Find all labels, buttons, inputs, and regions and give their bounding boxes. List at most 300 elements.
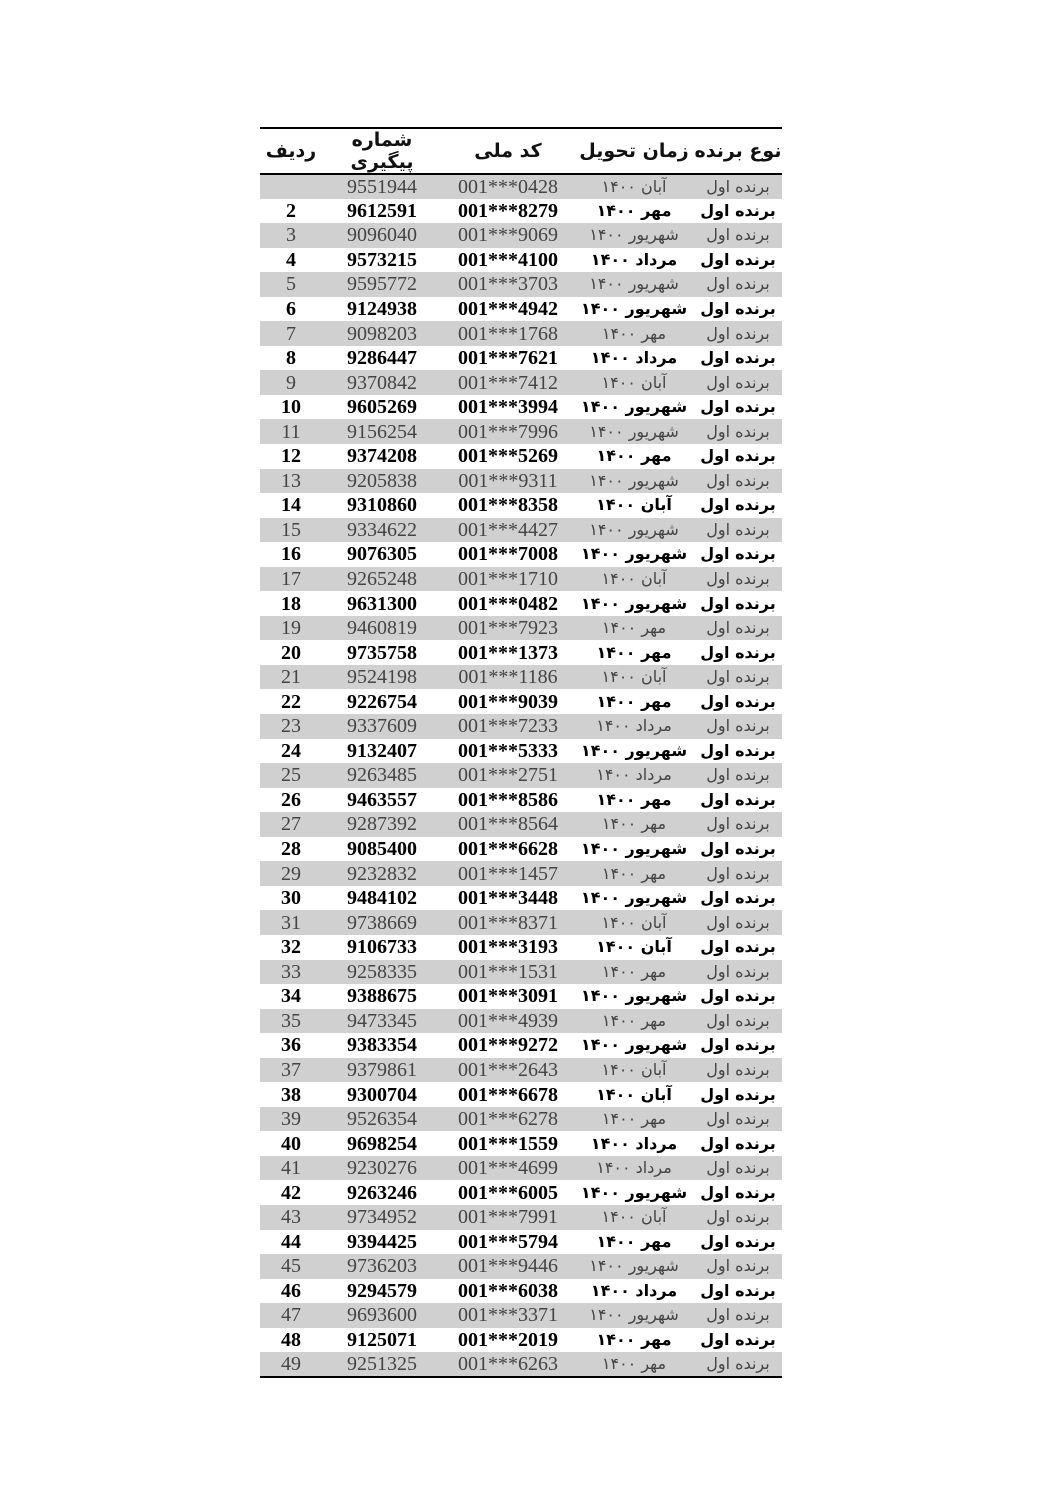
rank-cell: 19 (260, 616, 322, 641)
winner-type-cell: برنده اول (694, 1205, 782, 1230)
tracking-number-cell: 9334622 (322, 518, 442, 543)
delivery-time-cell: شهریور ۱۴۰۰ (574, 518, 694, 543)
table-row (260, 640, 782, 665)
delivery-time-cell: مرداد ۱۴۰۰ (574, 714, 694, 739)
tracking-number-cell: 9551944 (322, 174, 442, 199)
delivery-time-cell: مرداد ۱۴۰۰ (590, 1280, 678, 1300)
national-code-cell: 001***8279 (458, 199, 558, 222)
delivery-time-cell: آبان ۱۴۰۰ (574, 1205, 694, 1230)
tracking-number-cell: 9076305 (347, 543, 417, 566)
table-row (260, 444, 782, 469)
rank-cell: 40 (281, 1132, 301, 1155)
delivery-time-cell: مرداد ۱۴۰۰ (574, 763, 694, 788)
winner-type-cell: برنده اول (694, 1156, 782, 1181)
tracking-number-cell: 9370842 (322, 370, 442, 395)
national-code-cell: 001***7412 (442, 370, 574, 395)
table-row (260, 665, 782, 690)
rank-cell: 2 (286, 199, 296, 222)
winners-table (260, 127, 782, 1378)
national-code-cell: 001***7996 (442, 419, 574, 444)
tracking-number-cell: 9132407 (347, 739, 417, 762)
delivery-time-cell: آبان ۱۴۰۰ (574, 1058, 694, 1083)
delivery-time-cell: شهریور ۱۴۰۰ (580, 1035, 688, 1055)
winner-type-cell: برنده اول (700, 986, 776, 1006)
delivery-time-cell: شهریور ۱۴۰۰ (580, 397, 688, 417)
tracking-number-cell: 9605269 (347, 396, 417, 419)
table-row (260, 837, 782, 862)
delivery-time-cell: مهر ۱۴۰۰ (596, 1231, 672, 1251)
rank-cell: 30 (281, 887, 301, 910)
delivery-time-cell: مهر ۱۴۰۰ (574, 812, 694, 837)
tracking-number-cell: 9738669 (322, 910, 442, 935)
winner-type-cell: برنده اول (700, 1329, 776, 1349)
winner-type-cell: برنده اول (700, 249, 776, 269)
delivery-time-cell: آبان ۱۴۰۰ (574, 665, 694, 690)
winner-type-cell: برنده اول (700, 348, 776, 368)
table-row (260, 616, 782, 641)
rank-cell: 18 (281, 592, 301, 615)
tracking-number-cell: 9484102 (347, 887, 417, 910)
table-row (260, 960, 782, 985)
rank-cell (260, 174, 322, 199)
national-code-cell: 001***6678 (458, 1083, 558, 1106)
delivery-time-cell: مرداد ۱۴۰۰ (574, 1156, 694, 1181)
tracking-number-cell: 9463557 (347, 788, 417, 811)
national-code-cell: 001***4939 (442, 1009, 574, 1034)
rank-cell: 36 (281, 1034, 301, 1057)
tracking-number-cell: 9258335 (322, 960, 442, 985)
delivery-time-cell: شهریور ۱۴۰۰ (580, 299, 688, 318)
winner-type-cell: برنده اول (694, 370, 782, 395)
table-row (260, 518, 782, 543)
table-row (260, 1033, 782, 1058)
rank-cell: 29 (260, 861, 322, 886)
delivery-time-cell: مهر ۱۴۰۰ (574, 960, 694, 985)
delivery-time-cell: آبان ۱۴۰۰ (574, 567, 694, 592)
national-code-cell: 001***7621 (458, 347, 558, 370)
table-row (260, 321, 782, 346)
delivery-time-cell: مهر ۱۴۰۰ (574, 1107, 694, 1132)
winner-type-cell: برنده اول (694, 812, 782, 837)
national-code-cell: 001***9272 (458, 1034, 558, 1057)
rank-cell: 9 (260, 370, 322, 395)
header-tracking-number: شماره پیگیری (322, 128, 442, 174)
table-row (260, 1009, 782, 1034)
tracking-number-cell: 9294579 (347, 1279, 417, 1302)
table-row (260, 1352, 782, 1377)
tracking-number-cell: 9383354 (347, 1034, 417, 1057)
winner-type-cell: برنده اول (694, 960, 782, 985)
winner-type-cell: برنده اول (694, 1009, 782, 1034)
table-row (260, 886, 782, 911)
rank-cell: 3 (260, 223, 322, 248)
rank-cell: 34 (281, 985, 301, 1008)
winner-type-cell: برنده اول (694, 1107, 782, 1132)
national-code-cell: 001***3448 (458, 887, 558, 910)
tracking-number-cell: 9096040 (322, 223, 442, 248)
national-code-cell: 001***6038 (458, 1279, 558, 1302)
rank-cell: 13 (260, 469, 322, 494)
rank-cell: 24 (281, 739, 301, 762)
tracking-number-cell: 9698254 (347, 1132, 417, 1155)
winner-type-cell: برنده اول (694, 1352, 782, 1377)
national-code-cell: 001***9311 (442, 469, 574, 494)
winner-type-cell: برنده اول (694, 1254, 782, 1279)
rank-cell: 39 (260, 1107, 322, 1132)
rank-cell: 44 (281, 1230, 301, 1253)
rank-cell: 11 (260, 419, 322, 444)
table-row (260, 370, 782, 395)
table-row (260, 493, 782, 518)
national-code-cell: 001***1710 (442, 567, 574, 592)
tracking-number-cell: 9287392 (322, 812, 442, 837)
tracking-number-cell: 9379861 (322, 1058, 442, 1083)
winner-type-cell: برنده اول (694, 763, 782, 788)
rank-cell: 38 (281, 1083, 301, 1106)
delivery-time-cell: آبان ۱۴۰۰ (574, 174, 694, 199)
rank-cell: 27 (260, 812, 322, 837)
delivery-time-cell: شهریور ۱۴۰۰ (574, 419, 694, 444)
delivery-time-cell: مهر ۱۴۰۰ (596, 200, 672, 220)
rank-cell: 8 (286, 347, 296, 370)
delivery-time-cell: آبان ۱۴۰۰ (596, 495, 672, 515)
table-row (260, 861, 782, 886)
tracking-number-cell: 9524198 (322, 665, 442, 690)
delivery-time-cell: شهریور ۱۴۰۰ (580, 740, 688, 760)
table-row (260, 419, 782, 444)
table-row (260, 1279, 782, 1304)
national-code-cell: 001***9069 (442, 223, 574, 248)
table-row (260, 542, 782, 567)
delivery-time-cell: شهریور ۱۴۰۰ (580, 839, 688, 859)
winner-type-cell: برنده اول (700, 593, 776, 613)
winner-type-cell: برنده اول (700, 544, 776, 564)
delivery-time-cell: مهر ۱۴۰۰ (596, 1329, 672, 1349)
tracking-number-cell: 9085400 (347, 838, 417, 861)
tracking-number-cell: 9124938 (347, 298, 417, 320)
rank-cell: 6 (286, 298, 296, 320)
delivery-time-cell: شهریور ۱۴۰۰ (574, 272, 694, 297)
rank-cell: 21 (260, 665, 322, 690)
header-national-code: کد ملی (442, 128, 574, 174)
winner-type-cell: برنده اول (700, 642, 776, 662)
rank-cell: 22 (281, 690, 301, 713)
winner-type-cell: برنده اول (700, 299, 776, 318)
table-row (260, 1254, 782, 1279)
tracking-number-cell: 9573215 (347, 248, 417, 271)
rank-cell: 48 (281, 1328, 301, 1351)
winner-type-cell: برنده اول (694, 272, 782, 297)
tracking-number-cell: 9693600 (322, 1303, 442, 1328)
winner-type-cell: برنده اول (694, 567, 782, 592)
tracking-number-cell: 9526354 (322, 1107, 442, 1132)
winner-type-cell: برنده اول (694, 518, 782, 543)
table-row (260, 1230, 782, 1255)
tracking-number-cell: 9251325 (322, 1352, 442, 1377)
winner-type-cell: برنده اول (694, 665, 782, 690)
tracking-number-cell: 9226754 (347, 690, 417, 713)
national-code-cell: 001***6628 (458, 838, 558, 861)
delivery-time-cell: آبان ۱۴۰۰ (574, 370, 694, 395)
national-code-cell: 001***4100 (458, 248, 558, 271)
tracking-number-cell: 9473345 (322, 1009, 442, 1034)
winner-type-cell: برنده اول (694, 616, 782, 641)
national-code-cell: 001***1559 (458, 1132, 558, 1155)
winner-type-cell: برنده اول (694, 861, 782, 886)
tracking-number-cell: 9205838 (322, 469, 442, 494)
delivery-time-cell: آبان ۱۴۰۰ (596, 937, 672, 957)
national-code-cell: 001***8564 (442, 812, 574, 837)
national-code-cell: 001***1186 (442, 665, 574, 690)
national-code-cell: 001***5333 (458, 739, 558, 762)
tracking-number-cell: 9300704 (347, 1083, 417, 1106)
delivery-time-cell: شهریور ۱۴۰۰ (574, 1303, 694, 1328)
table-row (260, 812, 782, 837)
national-code-cell: 001***3994 (458, 396, 558, 419)
rank-cell: 37 (260, 1058, 322, 1083)
delivery-time-cell: مرداد ۱۴۰۰ (590, 1133, 678, 1153)
rank-cell: 33 (260, 960, 322, 985)
winner-type-cell: برنده اول (700, 1231, 776, 1251)
winner-type-cell: برنده اول (700, 200, 776, 220)
national-code-cell: 001***4942 (458, 298, 558, 320)
national-code-cell: 001***9039 (458, 690, 558, 713)
national-code-cell: 001***2643 (442, 1058, 574, 1083)
delivery-time-cell: آبان ۱۴۰۰ (574, 910, 694, 935)
table-row (260, 1082, 782, 1107)
table-row (260, 935, 782, 960)
tracking-number-cell: 9595772 (322, 272, 442, 297)
table-row (260, 223, 782, 248)
table-row (260, 1328, 782, 1353)
national-code-cell: 001***7991 (442, 1205, 574, 1230)
winner-type-cell: برنده اول (700, 691, 776, 711)
table-row (260, 567, 782, 592)
tracking-number-cell: 9156254 (322, 419, 442, 444)
table-row (260, 346, 782, 371)
tracking-number-cell: 9230276 (322, 1156, 442, 1181)
delivery-time-cell: آبان ۱۴۰۰ (596, 1084, 672, 1104)
table-row (260, 174, 782, 199)
delivery-time-cell: مهر ۱۴۰۰ (596, 691, 672, 711)
tracking-number-cell: 9232832 (322, 861, 442, 886)
rank-cell: 41 (260, 1156, 322, 1181)
delivery-time-cell: شهریور ۱۴۰۰ (574, 223, 694, 248)
tracking-number-cell: 9612591 (347, 199, 417, 222)
rank-cell: 16 (281, 543, 301, 566)
national-code-cell: 001***4427 (442, 518, 574, 543)
winner-type-cell: برنده اول (694, 419, 782, 444)
tracking-number-cell: 9394425 (347, 1230, 417, 1253)
tracking-number-cell: 9310860 (347, 494, 417, 517)
national-code-cell: 001***5794 (458, 1230, 558, 1253)
national-code-cell: 001***2019 (458, 1328, 558, 1351)
national-code-cell: 001***6263 (442, 1352, 574, 1377)
rank-cell: 15 (260, 518, 322, 543)
delivery-time-cell: شهریور ۱۴۰۰ (580, 593, 688, 613)
tracking-number-cell: 9736203 (322, 1254, 442, 1279)
table-row (260, 984, 782, 1009)
national-code-cell: 001***8371 (442, 910, 574, 935)
tracking-number-cell: 9388675 (347, 985, 417, 1008)
tracking-number-cell: 9106733 (347, 936, 417, 959)
national-code-cell: 001***0482 (458, 592, 558, 615)
tracking-number-cell: 9374208 (347, 445, 417, 468)
rank-cell: 43 (260, 1205, 322, 1230)
table-row (260, 1107, 782, 1132)
national-code-cell: 001***3371 (442, 1303, 574, 1328)
national-code-cell: 001***6278 (442, 1107, 574, 1132)
delivery-time-cell: شهریور ۱۴۰۰ (580, 986, 688, 1006)
national-code-cell: 001***4699 (442, 1156, 574, 1181)
table-row (260, 788, 782, 813)
tracking-number-cell: 9125071 (347, 1328, 417, 1351)
tracking-number-cell: 9460819 (322, 616, 442, 641)
delivery-time-cell: مهر ۱۴۰۰ (574, 616, 694, 641)
national-code-cell: 001***3091 (458, 985, 558, 1008)
table-row (260, 1205, 782, 1230)
national-code-cell: 001***8586 (458, 788, 558, 811)
table-row (260, 272, 782, 297)
rank-cell: 42 (281, 1181, 301, 1204)
winner-type-cell: برنده اول (694, 223, 782, 248)
delivery-time-cell: شهریور ۱۴۰۰ (574, 1254, 694, 1279)
table-row (260, 248, 782, 273)
winner-type-cell: برنده اول (700, 888, 776, 908)
tracking-number-cell: 9735758 (347, 641, 417, 664)
delivery-time-cell: شهریور ۱۴۰۰ (580, 888, 688, 908)
table-row (260, 1303, 782, 1328)
rank-cell: 28 (281, 838, 301, 861)
rank-cell: 14 (281, 494, 301, 517)
tracking-number-cell: 9263246 (347, 1181, 417, 1204)
delivery-time-cell: مهر ۱۴۰۰ (574, 1352, 694, 1377)
delivery-time-cell: مرداد ۱۴۰۰ (590, 348, 678, 368)
winner-type-cell: برنده اول (694, 714, 782, 739)
header-rank: ردیف (260, 128, 322, 174)
national-code-cell: 001***5269 (458, 445, 558, 468)
rank-cell: 26 (281, 788, 301, 811)
table-row (260, 395, 782, 420)
winner-type-cell: برنده اول (700, 1035, 776, 1055)
national-code-cell: 001***0428 (442, 174, 574, 199)
delivery-time-cell: مهر ۱۴۰۰ (574, 321, 694, 346)
delivery-time-cell: مهر ۱۴۰۰ (596, 446, 672, 466)
rank-cell: 17 (260, 567, 322, 592)
table-row (260, 1131, 782, 1156)
winner-type-cell: برنده اول (700, 789, 776, 809)
winner-type-cell: برنده اول (700, 1182, 776, 1202)
national-code-cell: 001***9446 (442, 1254, 574, 1279)
delivery-time-cell: شهریور ۱۴۰۰ (580, 1182, 688, 1202)
national-code-cell: 001***6005 (458, 1181, 558, 1204)
table-row (260, 297, 782, 322)
tracking-number-cell: 9631300 (347, 592, 417, 615)
winner-type-cell: برنده اول (694, 321, 782, 346)
tracking-number-cell: 9263485 (322, 763, 442, 788)
rank-cell: 10 (281, 396, 301, 419)
winner-type-cell: برنده اول (694, 174, 782, 199)
rank-cell: 32 (281, 936, 301, 959)
winner-type-cell: برنده اول (694, 910, 782, 935)
rank-cell: 20 (281, 641, 301, 664)
table-row (260, 763, 782, 788)
national-code-cell: 001***3193 (458, 936, 558, 959)
national-code-cell: 001***7233 (442, 714, 574, 739)
delivery-time-cell: مرداد ۱۴۰۰ (590, 249, 678, 269)
winner-type-cell: برنده اول (700, 1084, 776, 1104)
rank-cell: 31 (260, 910, 322, 935)
table-row (260, 739, 782, 764)
winner-type-cell: برنده اول (694, 469, 782, 494)
winner-type-cell: برنده اول (700, 839, 776, 859)
winner-type-cell: برنده اول (694, 1303, 782, 1328)
table-row (260, 199, 782, 224)
delivery-time-cell: مهر ۱۴۰۰ (596, 789, 672, 809)
tracking-number-cell: 9098203 (322, 321, 442, 346)
winner-type-cell: برنده اول (700, 397, 776, 417)
table-row (260, 469, 782, 494)
national-code-cell: 001***7008 (458, 543, 558, 566)
rank-cell: 46 (281, 1279, 301, 1302)
rank-cell: 35 (260, 1009, 322, 1034)
winners-table-container (260, 127, 782, 1378)
tracking-number-cell: 9265248 (322, 567, 442, 592)
table-row (260, 714, 782, 739)
delivery-time-cell: شهریور ۱۴۰۰ (580, 544, 688, 564)
delivery-time-cell: مهر ۱۴۰۰ (596, 642, 672, 662)
table-header (260, 128, 782, 174)
winner-type-cell: برنده اول (700, 1280, 776, 1300)
winner-type-cell: برنده اول (700, 495, 776, 515)
winner-type-cell: برنده اول (694, 1058, 782, 1083)
winner-type-cell: برنده اول (700, 1133, 776, 1153)
rank-cell: 25 (260, 763, 322, 788)
national-code-cell: 001***7923 (442, 616, 574, 641)
national-code-cell: 001***8358 (458, 494, 558, 517)
table-row (260, 1058, 782, 1083)
header-winner-type: نوع برنده (694, 128, 782, 174)
table-row (260, 910, 782, 935)
rank-cell: 4 (286, 248, 296, 271)
national-code-cell: 001***1373 (458, 641, 558, 664)
rank-cell: 5 (260, 272, 322, 297)
delivery-time-cell: مهر ۱۴۰۰ (574, 1009, 694, 1034)
national-code-cell: 001***3703 (442, 272, 574, 297)
national-code-cell: 001***1531 (442, 960, 574, 985)
rank-cell: 49 (260, 1352, 322, 1377)
national-code-cell: 001***1768 (442, 321, 574, 346)
tracking-number-cell: 9337609 (322, 714, 442, 739)
rank-cell: 47 (260, 1303, 322, 1328)
tracking-number-cell: 9286447 (347, 347, 417, 370)
winner-type-cell: برنده اول (700, 740, 776, 760)
rank-cell: 7 (260, 321, 322, 346)
table-row (260, 1180, 782, 1205)
rank-cell: 23 (260, 714, 322, 739)
table-row (260, 689, 782, 714)
national-code-cell: 001***2751 (442, 763, 574, 788)
rank-cell: 45 (260, 1254, 322, 1279)
national-code-cell: 001***1457 (442, 861, 574, 886)
table-row (260, 591, 782, 616)
table-body (260, 174, 782, 1377)
tracking-number-cell: 9734952 (322, 1205, 442, 1230)
delivery-time-cell: شهریور ۱۴۰۰ (574, 469, 694, 494)
header-delivery-time: زمان تحویل (574, 128, 694, 174)
winner-type-cell: برنده اول (700, 937, 776, 957)
rank-cell: 12 (281, 445, 301, 468)
